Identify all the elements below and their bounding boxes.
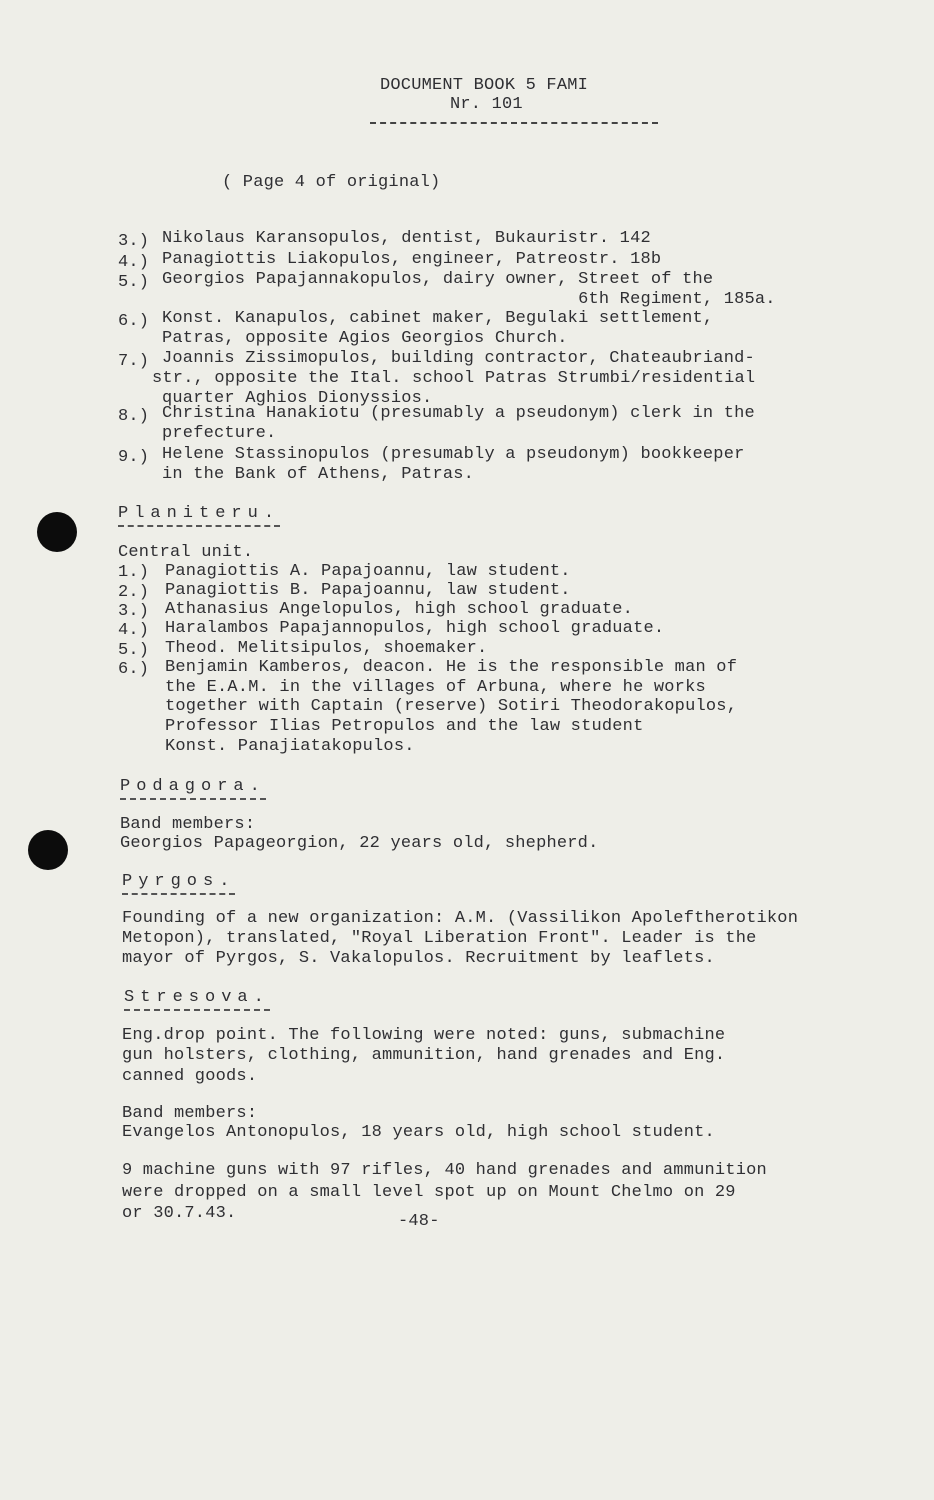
list-item-text: Professor Ilias Petropulos and the law student: [165, 717, 644, 736]
list-item-number: 7.): [118, 352, 150, 371]
pyrgos-text: Metopon), translated, "Royal Liberation Front". Leader is the: [122, 929, 757, 948]
list-item-text: Georgios Papajannakopulos, dairy owner, Street of the: [162, 270, 714, 289]
list-item-number: 5.): [118, 641, 150, 660]
punch-hole-top: [37, 512, 77, 552]
band-members-label: Band members:: [120, 815, 256, 834]
list-item-number: 9.): [118, 448, 150, 467]
section-heading-pyrgos: Pyrgos.: [122, 872, 235, 895]
list-item-number: 6.): [118, 660, 150, 679]
central-unit-label: Central unit.: [118, 543, 254, 562]
stresova-text: gun holsters, clothing, ammunition, hand grenades and Eng.: [122, 1046, 726, 1065]
list-item-number: 8.): [118, 407, 150, 426]
list-item-text: Nikolaus Karansopulos, dentist, Bukauristr. 142: [162, 229, 651, 248]
list-item-text: Panagiottis A. Papajoannu, law student.: [165, 562, 571, 581]
pyrgos-text: Founding of a new organization: A.M. (Vassilikon Apoleftherotikon: [122, 909, 799, 928]
list-item-text: Theod. Melitsipulos, shoemaker.: [165, 639, 488, 658]
section-heading-planiteru: Planiteru.: [118, 504, 280, 527]
punch-hole-bottom: [28, 830, 68, 870]
list-item-number: 3.): [118, 602, 150, 621]
section-heading-podagora: Podagora.: [120, 777, 266, 800]
list-item-text: Panagiottis B. Papajoannu, law student.: [165, 581, 571, 600]
list-item-text: together with Captain (reserve) Sotiri Theodorakopulos,: [165, 697, 738, 716]
list-item-number: 6.): [118, 312, 150, 331]
stresova-text: canned goods.: [122, 1067, 258, 1086]
list-item-text: 6th Regiment, 185a.: [162, 290, 776, 309]
band-members-label: Band members:: [122, 1104, 258, 1123]
list-item-text: in the Bank of Athens, Patras.: [162, 465, 475, 484]
page-number: -48-: [398, 1212, 440, 1231]
header-rule: [370, 122, 658, 124]
list-item-text: Christina Hanakiotu (presumably a pseudonym) clerk in the: [162, 404, 755, 423]
list-item-text: Joannis Zissimopulos, building contractor, Chateaubriand-: [162, 349, 755, 368]
drop-report: or 30.7.43.: [122, 1204, 237, 1223]
list-item-number: 5.): [118, 273, 150, 292]
list-item-text: Panagiottis Liakopulos, engineer, Patreostr. 18b: [162, 250, 662, 269]
list-item-number: 4.): [118, 621, 150, 640]
drop-report: were dropped on a small level spot up on Mount Chelmo on 29: [122, 1183, 736, 1202]
list-item-text: Konst. Kanapulos, cabinet maker, Begulaki settlement,: [162, 309, 714, 328]
band-member: Georgios Papageorgion, 22 years old, shepherd.: [120, 834, 599, 853]
list-item-number: 1.): [118, 563, 150, 582]
document-number: Nr. 101: [450, 95, 523, 114]
list-item-number: 4.): [118, 253, 150, 272]
list-item-text: quarter Aghios Dionyssios.: [162, 389, 433, 408]
page-note: ( Page 4 of original): [222, 173, 441, 192]
stresova-text: Eng.drop point. The following were noted: guns, submachine: [122, 1026, 726, 1045]
document-title: DOCUMENT BOOK 5 FAMI: [380, 76, 589, 95]
list-item-number: 3.): [118, 232, 150, 251]
drop-report: 9 machine guns with 97 rifles, 40 hand grenades and ammunition: [122, 1161, 767, 1180]
list-item-text: str., opposite the Ital. school Patras Strumbi/residential: [152, 369, 756, 388]
pyrgos-text: mayor of Pyrgos, S. Vakalopulos. Recruitment by leaflets.: [122, 949, 715, 968]
list-item-text: Benjamin Kamberos, deacon. He is the responsible man of: [165, 658, 738, 677]
list-item-text: prefecture.: [162, 424, 277, 443]
band-member: Evangelos Antonopulos, 18 years old, high school student.: [122, 1123, 715, 1142]
list-item-text: the E.A.M. in the villages of Arbuna, where he works: [165, 678, 706, 697]
list-item-text: Haralambos Papajannopulos, high school graduate.: [165, 619, 665, 638]
list-item-text: Patras, opposite Agios Georgios Church.: [162, 329, 568, 348]
list-item-text: Helene Stassinopulos (presumably a pseudonym) bookkeeper: [162, 445, 745, 464]
section-heading-stresova: Stresova.: [124, 988, 270, 1011]
list-item-text: Athanasius Angelopulos, high school graduate.: [165, 600, 634, 619]
list-item-text: Konst. Panajiatakopulos.: [165, 737, 415, 756]
list-item-number: 2.): [118, 583, 150, 602]
